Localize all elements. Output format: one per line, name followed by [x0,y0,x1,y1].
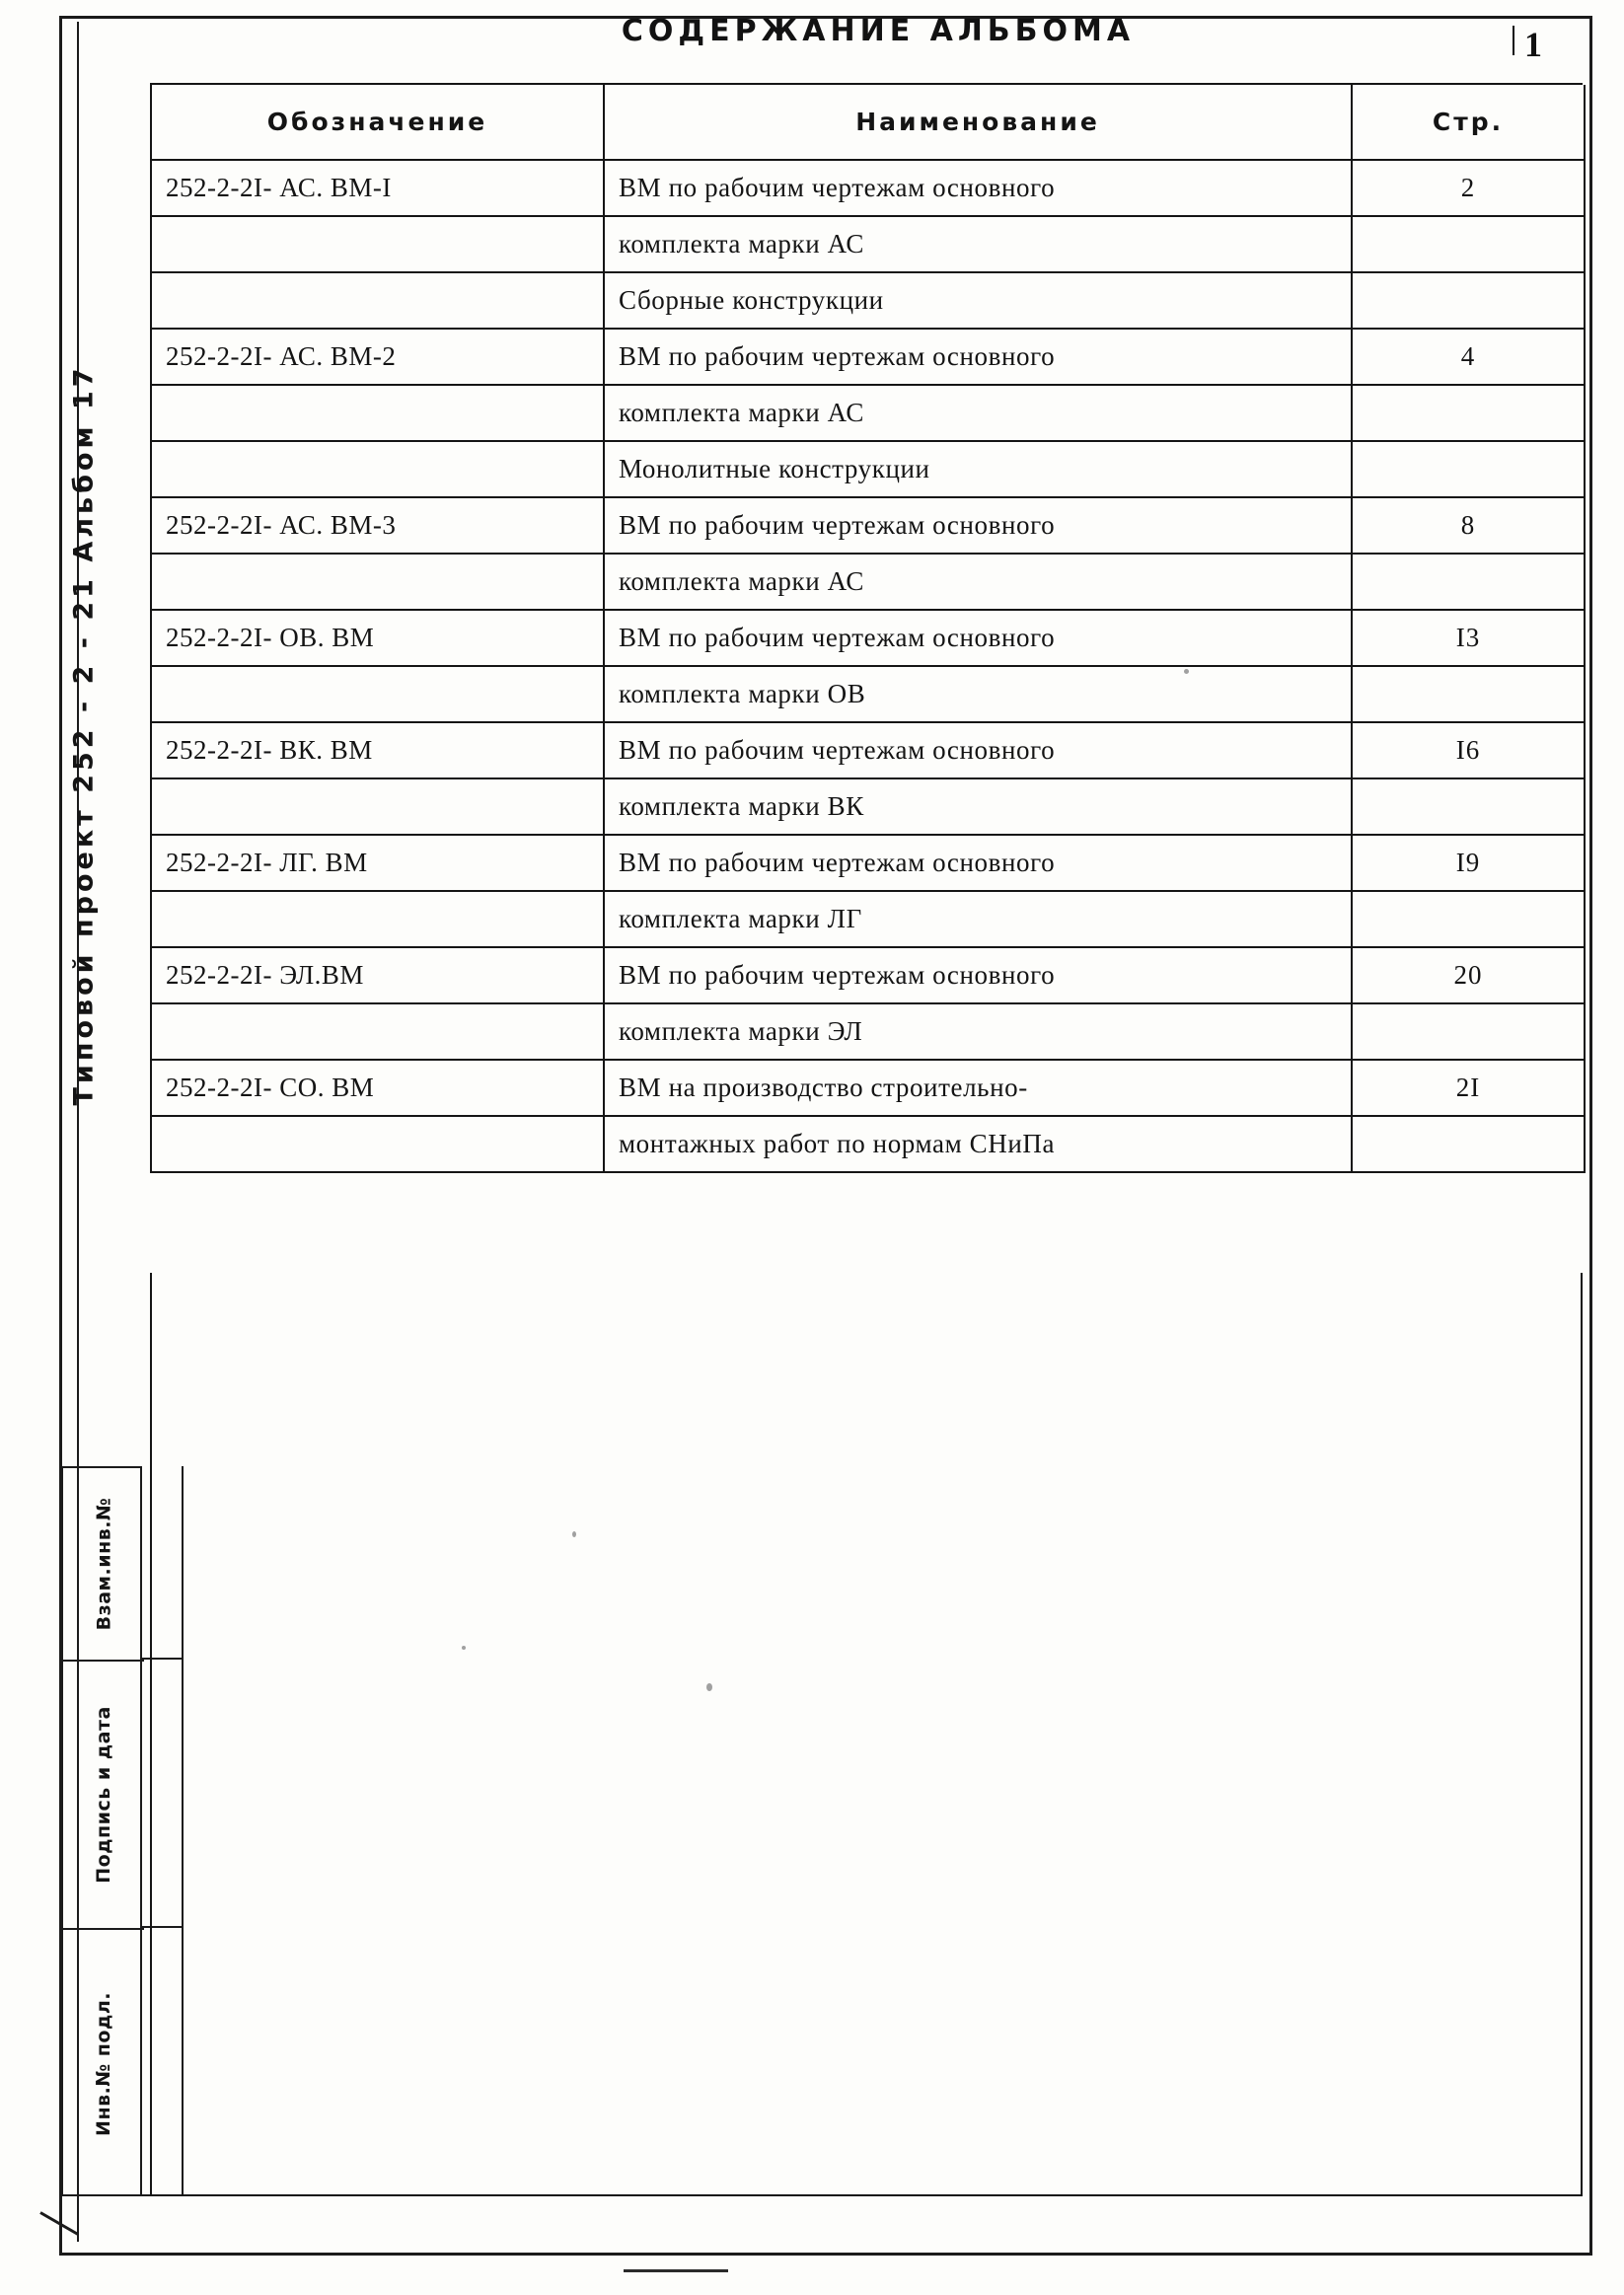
cell-code: 252-2-2I- АС. ВМ-3 [152,497,604,554]
table-row [152,610,1585,666]
cell-page: 20 [1352,947,1585,1003]
cell-name: ВМ на производство строительно- [604,1060,1352,1116]
cell-name: ВМ по рабочим чертежам основного [604,722,1352,778]
contents-table [152,85,1586,1173]
cell-page [1352,216,1585,272]
cell-code [152,891,604,947]
cell-page [1352,272,1585,329]
cell-page [1352,385,1585,441]
side-label-text: Типовой проект 252 - 2 - 21 Альбом 17 [68,364,100,1106]
cell-code [152,666,604,722]
table-row [152,1116,1585,1172]
table-empty-area [150,1273,1583,2196]
table-header-row [152,85,1585,160]
cell-name: комплекта марки ВК [604,778,1352,835]
cell-code [152,441,604,497]
stamp-cell-vzam-inv [63,1468,144,1662]
table-row [152,1060,1585,1116]
column-header-name: Наименование [604,85,1352,160]
cell-page [1352,1003,1585,1060]
table-row [152,722,1585,778]
cell-name: ВМ по рабочим чертежам основного [604,329,1352,385]
page-number: 1 [1524,25,1542,64]
stamp-cell-inv-podl [63,1930,144,2198]
table-row [152,1003,1585,1060]
cell-name: комплекта марки АС [604,216,1352,272]
cell-code: 252-2-2I- ЭЛ.ВМ [152,947,604,1003]
cell-name: ВМ по рабочим чертежам основного [604,497,1352,554]
table-row [152,947,1585,1003]
cell-code [152,216,604,272]
cell-page [1352,441,1585,497]
table-body [152,160,1585,1172]
cell-name: комплекта марки ОВ [604,666,1352,722]
cell-page: 2I [1352,1060,1585,1116]
table-row [152,329,1585,385]
table-row [152,554,1585,610]
side-label-strip [39,118,99,1154]
cell-name: комплекта марки АС [604,385,1352,441]
cell-code [152,385,604,441]
stamp-cell-podpis-data [63,1662,144,1930]
table-row [152,497,1585,554]
stamp-label-inv-podl: Инв.№ подл. [93,1992,114,2136]
cell-page: I9 [1352,835,1585,891]
contents-table-wrapper [150,83,1583,1173]
scan-speck [462,1646,466,1650]
cell-name: ВМ по рабочим чертежам основного [604,610,1352,666]
cell-page: I3 [1352,610,1585,666]
scan-speck [1184,669,1189,674]
cell-name: комплекта марки ЭЛ [604,1003,1352,1060]
cell-code: 252-2-2I- ЛГ. ВМ [152,835,604,891]
table-row [152,160,1585,216]
table-row [152,666,1585,722]
cell-page [1352,666,1585,722]
table-row [152,835,1585,891]
cell-code [152,778,604,835]
cell-name: ВМ по рабочим чертежам основного [604,947,1352,1003]
cell-code [152,1003,604,1060]
scan-speck [706,1683,712,1691]
cell-code [152,272,604,329]
cell-page: 8 [1352,497,1585,554]
cell-page: 4 [1352,329,1585,385]
cell-page [1352,1116,1585,1172]
cell-page: I6 [1352,722,1585,778]
page-title: СОДЕРЖАНИЕ АЛЬБОМА [621,14,1136,48]
table-row [152,216,1585,272]
table-row [152,891,1585,947]
cell-page: 2 [1352,160,1585,216]
table-row [152,441,1585,497]
cell-code [152,1116,604,1172]
cell-name: ВМ по рабочим чертежам основного [604,160,1352,216]
column-header-code: Обозначение [152,85,604,160]
table-row [152,272,1585,329]
cell-name: Сборные конструкции [604,272,1352,329]
scan-speck [572,1531,576,1537]
cell-code: 252-2-2I- ВК. ВМ [152,722,604,778]
cell-page [1352,891,1585,947]
cell-code: 252-2-2I- АС. ВМ-2 [152,329,604,385]
cell-code [152,554,604,610]
cell-code: 252-2-2I- АС. ВМ-I [152,160,604,216]
cell-name: ВМ по рабочим чертежам основного [604,835,1352,891]
cell-code: 252-2-2I- СО. ВМ [152,1060,604,1116]
table-row [152,778,1585,835]
cell-page [1352,554,1585,610]
bottom-edge-mark [624,2269,728,2272]
title-block-stamp-column [61,1466,142,2196]
cell-name: комплекта марки АС [604,554,1352,610]
cell-code: 252-2-2I- ОВ. ВМ [152,610,604,666]
cell-name: монтажных работ по нормам СНиПа [604,1116,1352,1172]
cell-name: Монолитные конструкции [604,441,1352,497]
cell-page [1352,778,1585,835]
cell-name: комплекта марки ЛГ [604,891,1352,947]
column-header-page: Стр. [1352,85,1585,160]
stamp-label-podpis-data: Подпись и дата [93,1706,114,1884]
stamp-label-vzam-inv: Взам.инв.№ [93,1497,115,1631]
table-row [152,385,1585,441]
